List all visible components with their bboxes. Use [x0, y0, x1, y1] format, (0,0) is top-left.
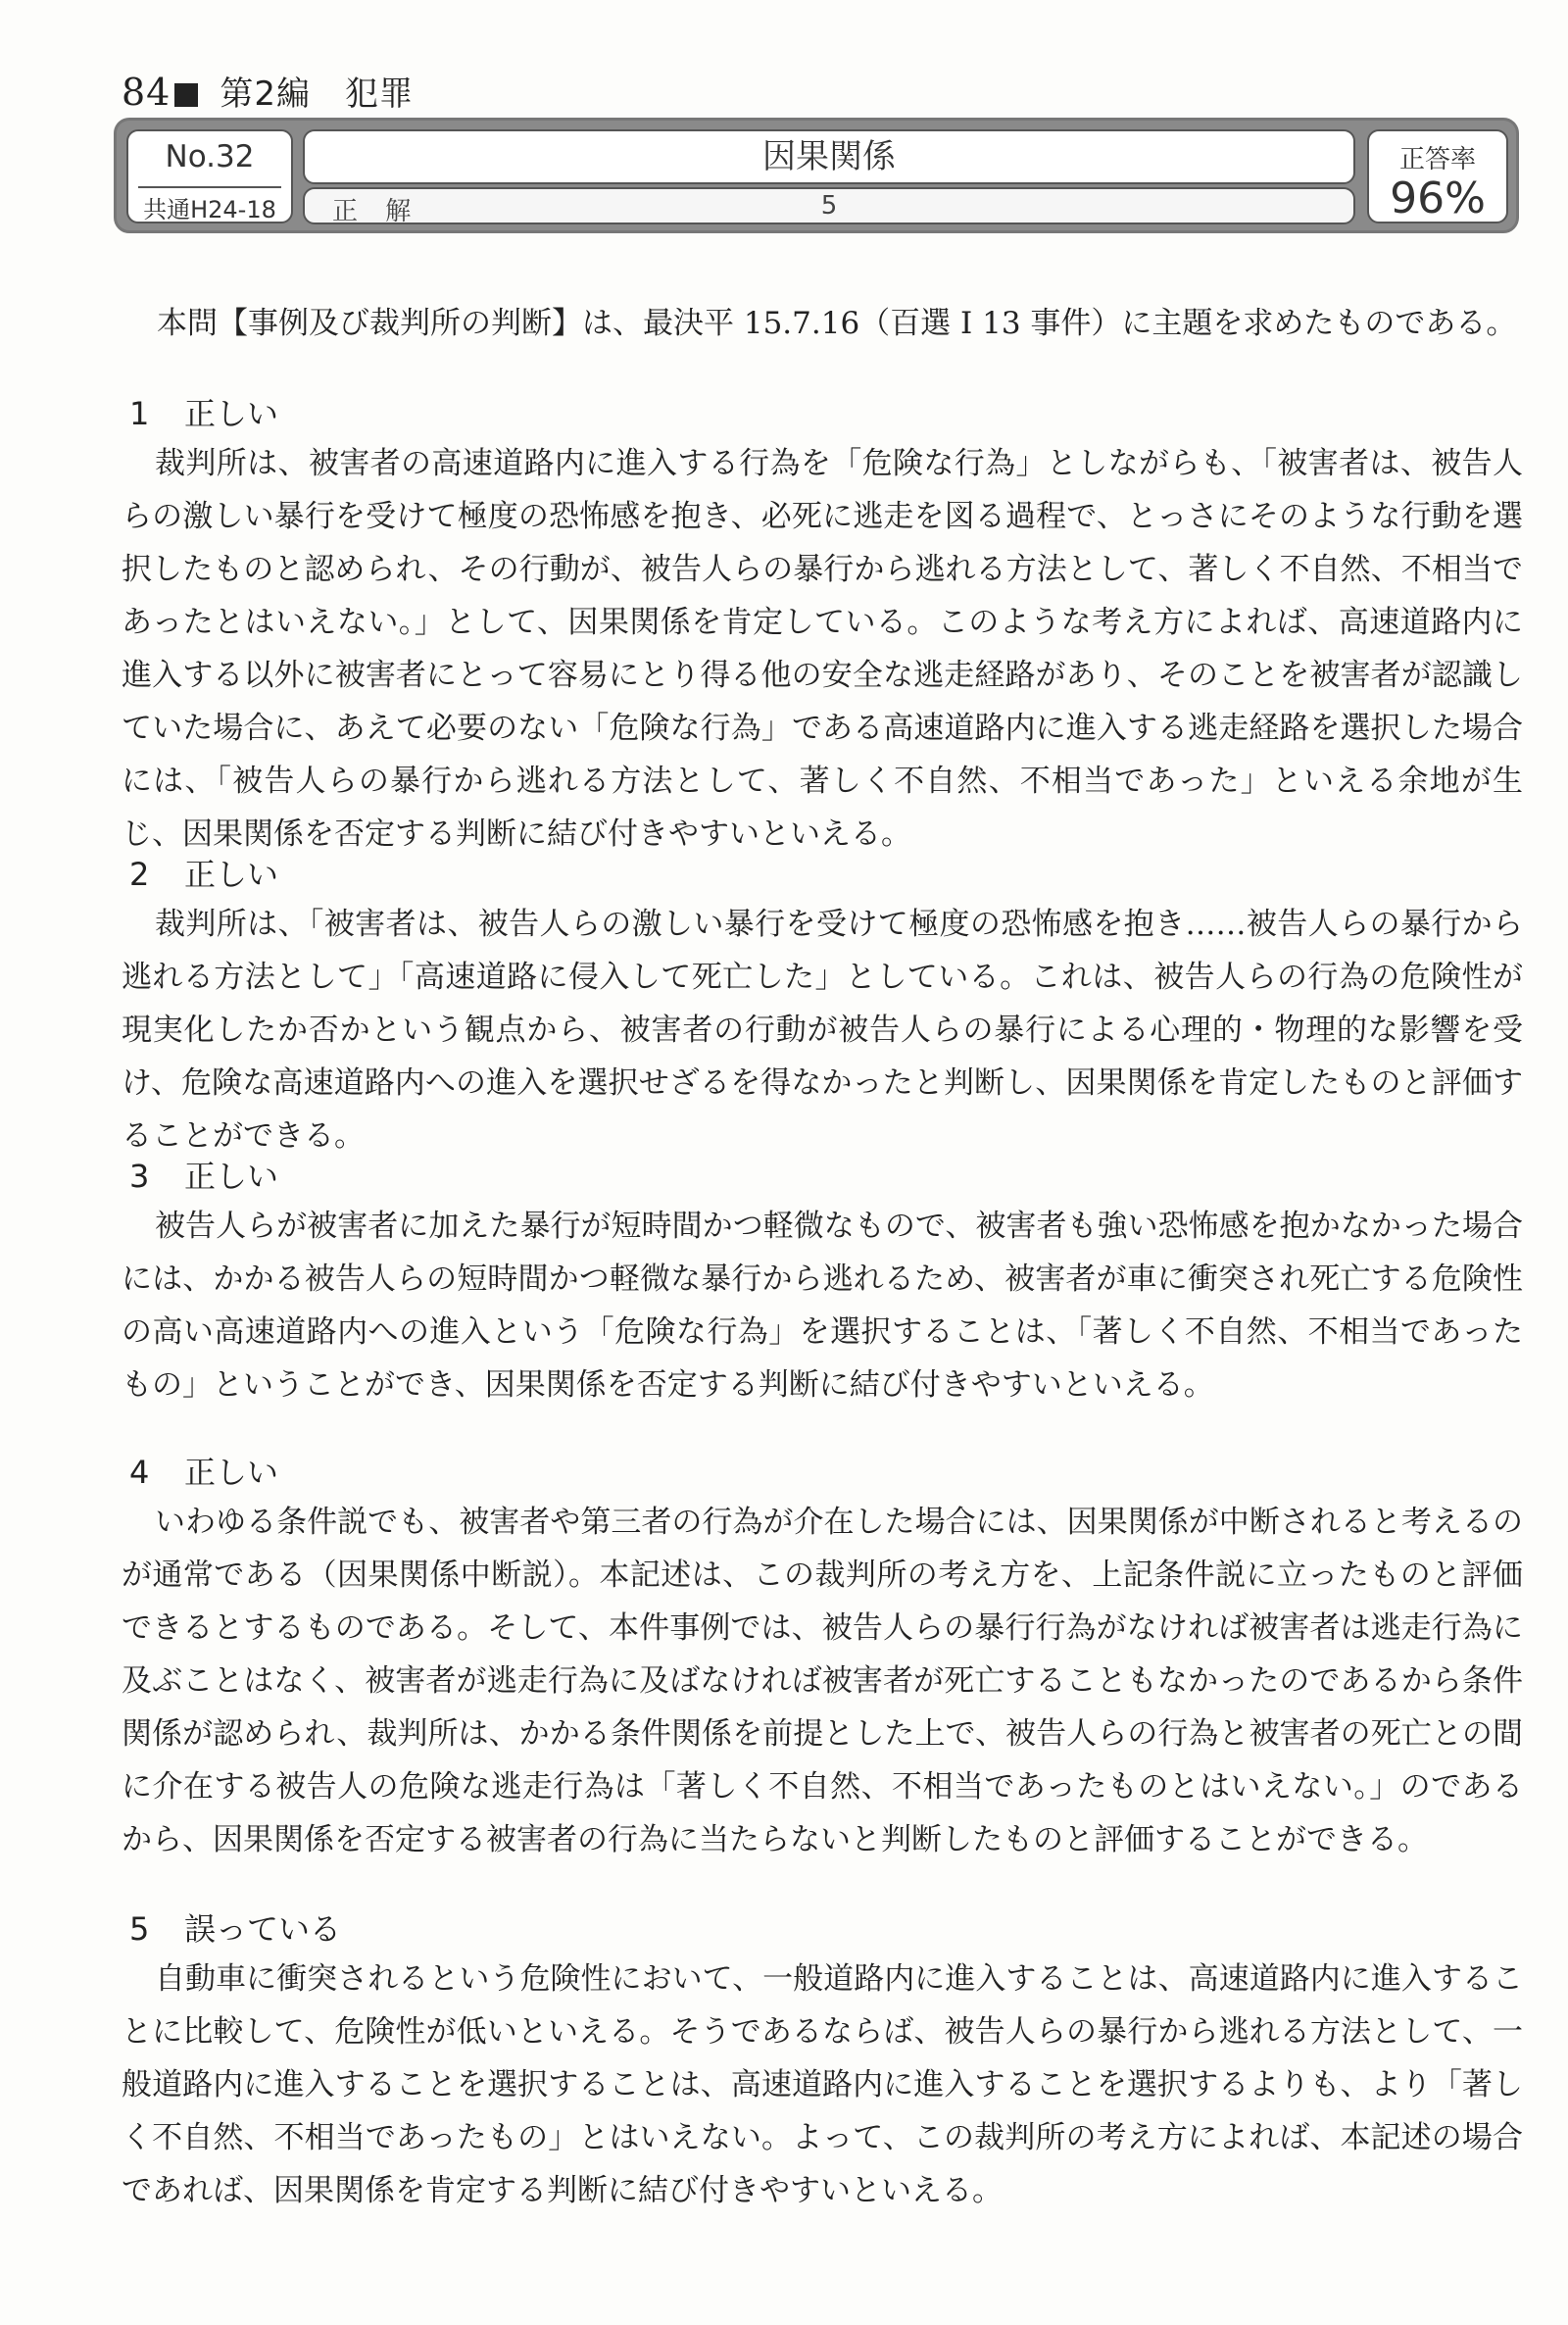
section-heading	[122, 851, 1523, 898]
section-1	[122, 390, 1523, 861]
part-title: 第2編 犯罪	[220, 74, 414, 114]
section-number: 4	[129, 1454, 150, 1491]
page-number: 84	[122, 71, 172, 114]
section-text: いわゆる条件説でも、被害者や第三者の行為が介在した場合には、因果関係が中断されると考えるのが通常である（因果関係中断説）。本記述は、この裁判所の考え方を、上記条件説に立ったものと評価できるとするものである。そして、本件事例では、被告人らの暴行行為がなければ被害者は逃走行為に及ぶことはなく、被害者が逃走行為に及ばなければ被害者が死亡することもなかったのであるから条件関係が認められ、裁判所は、かかる条件関係を前提とした上で、被告人らの行為と被害者の死亡との間に介在する被告人の危険な逃走行為は「著しく不自然、不相当であったものとはいえない。」のであるから、因果関係を否定する被害者の行為に当たらないと判断したものと評価することができる。	[122, 1505, 1524, 1857]
section-2	[122, 851, 1523, 1162]
section-verdict: 誤っている	[184, 1910, 342, 1948]
section-heading	[122, 1905, 1523, 1953]
section-verdict: 正しい	[184, 395, 279, 432]
section-heading	[122, 1153, 1523, 1200]
section-number: 5	[129, 1910, 150, 1948]
question-header-box	[114, 118, 1519, 233]
answer-cell	[303, 187, 1355, 224]
answer-label: 正 解	[332, 197, 421, 226]
section-5	[122, 1905, 1523, 2217]
page-header	[122, 67, 414, 115]
section-heading	[122, 390, 1523, 437]
question-number: No.32	[165, 139, 255, 174]
rate-label: 正答率	[1398, 145, 1476, 174]
rate-value: 96%	[1390, 173, 1486, 223]
question-topic: 因果関係	[303, 129, 1355, 184]
section-verdict: 正しい	[184, 1158, 279, 1195]
section-heading	[122, 1449, 1523, 1496]
section-3	[122, 1153, 1523, 1411]
answer-value: 5	[820, 191, 838, 221]
intro-paragraph: 本問【事例及び裁判所の判断】は、最決平 15.7.16（百選 I 13 事件）に主題を求めたものである。	[157, 306, 1517, 341]
section-verdict: 正しい	[184, 856, 279, 893]
section-number: 1	[129, 395, 150, 432]
section-text: 被告人らが被害者に加えた暴行が短時間かつ軽微なもので、被害者も強い恐怖感を抱かなかった場合には、かかる被告人らの短時間かつ軽微な暴行から逃れるため、被害者が車に衝突され死亡する危険性の高い高速道路内への進入という「危険な行為」を選択することは、「著しく不自然、不相当であったもの」ということができ、因果関係を否定する判断に結び付きやすいといえる。	[122, 1209, 1524, 1403]
divider	[138, 186, 281, 188]
section-text: 裁判所は、「被害者は、被告人らの激しい暴行を受けて極度の恐怖感を抱き……被告人らの暴行から逃れる方法として」「高速道路に侵入して死亡した」としている。これは、被告人らの行為の危険性が現実化したか否かという観点から、被害者の行動が被告人らの暴行による心理的・物理的な影響を受け、危険な高速道路内への進入を選択せざるを得なかったと判断し、因果関係を肯定したものと評価することができる。	[122, 907, 1523, 1154]
question-number-cell	[126, 129, 293, 223]
section-text: 自動車に衝突されるという危険性において、一般道路内に進入することは、高速道路内に進入することに比較して、危険性が低いといえる。そうであるならば、被告人らの暴行から逃れる方法として、一般道路内に進入することを選択することは、高速道路内に進入することを選択するよりも、より「著しく不自然、不相当であったもの」とはいえない。よって、この裁判所の考え方によれば、本記述の場合であれば、因果関係を肯定する判断に結び付きやすいといえる。	[122, 1961, 1523, 2208]
accuracy-rate-cell	[1367, 129, 1508, 223]
question-source: 共通H24-18	[143, 196, 276, 223]
section-4	[122, 1449, 1523, 1866]
square-bullet-icon	[174, 83, 198, 107]
section-verdict: 正しい	[184, 1454, 279, 1491]
section-number: 3	[129, 1158, 150, 1195]
section-number: 2	[129, 856, 150, 893]
section-text: 裁判所は、被害者の高速道路内に進入する行為を「危険な行為」としながらも、「被害者は、被告人らの激しい暴行を受けて極度の恐怖感を抱き、必死に逃走を図る過程で、とっさにそのような行動を選択したものと認められ、その行動が、被告人らの暴行から逃れる方法として、著しく不自然、不相当であったとはいえない。」として、因果関係を肯定している。このような考え方によれば、高速道路内に進入する以外に被害者にとって容易にとり得る他の安全な逃走経路があり、そのことを被害者が認識していた場合に、あえて必要のない「危険な行為」である高速道路内に進入する逃走経路を選択した場合には、「被告人らの暴行から逃れる方法として、著しく不自然、不相当であった」といえる余地が生じ、因果関係を否定する判断に結び付きやすいといえる。	[122, 446, 1524, 852]
